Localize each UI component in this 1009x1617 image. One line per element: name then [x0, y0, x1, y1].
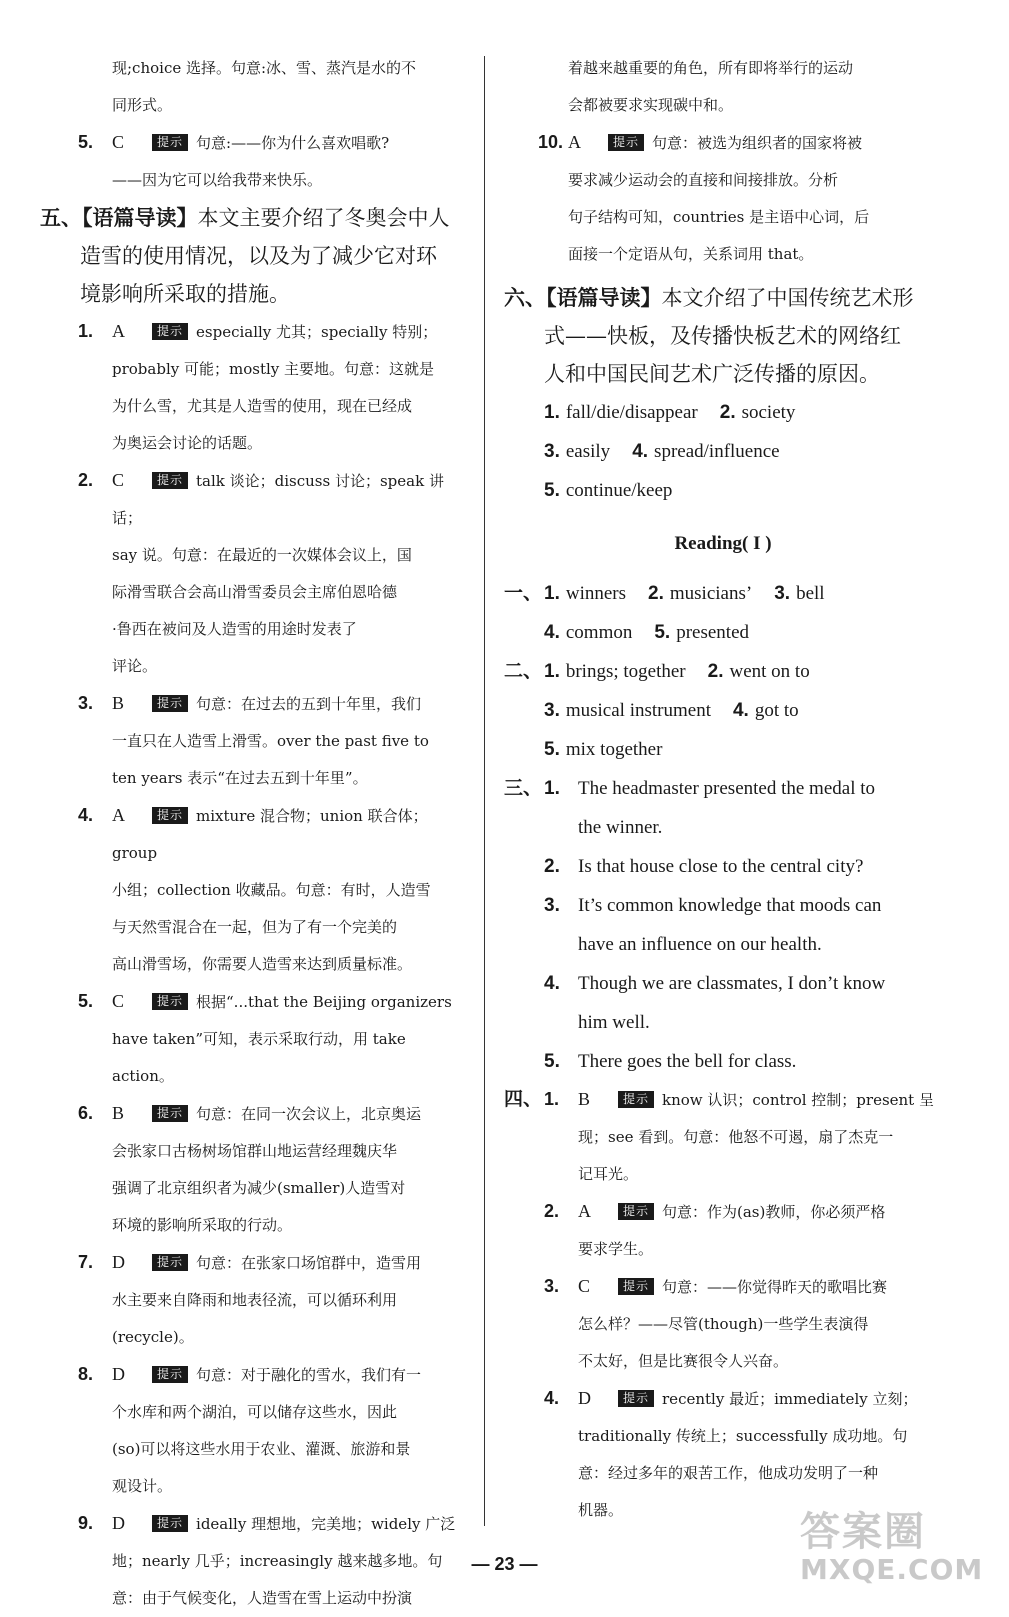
- item-answer: D: [112, 1513, 125, 1533]
- item-explanation: probably 可能；mostly 主要地。句意：这就是: [112, 360, 435, 378]
- item-explanation: 现；see 看到。句意：他怒不可遏，扇了杰克一: [578, 1128, 894, 1146]
- item-answer: A: [112, 321, 125, 341]
- item-number: 2.: [78, 470, 94, 490]
- tip-badge: 提示: [618, 1278, 654, 1295]
- answer-text: musicians’: [669, 583, 753, 604]
- item-first-line: [112, 1356, 472, 1394]
- item-explanation: talk 谈论；discuss 讨论；speak 讲话；: [112, 472, 444, 527]
- item-first-line: [112, 462, 472, 537]
- translation-sentence: [504, 1042, 942, 1081]
- tip-badge: 提示: [152, 993, 188, 1010]
- tip-badge: 提示: [152, 323, 188, 340]
- continued-text: 着越来越重要的角色，所有即将举行的运动 会都被要求实现碳中和。: [568, 59, 854, 114]
- sentence-number: 5.: [544, 1051, 560, 1072]
- item-first-line: [578, 1380, 942, 1418]
- answer-item: [40, 1244, 472, 1356]
- part-two-answers: [504, 652, 942, 769]
- item-explanation: 意：经过多年的艰苦工作，他成功发明了一种: [578, 1464, 879, 1482]
- section-five-items: [40, 313, 472, 1617]
- item-answer: A: [578, 1201, 591, 1221]
- tip-badge: 提示: [618, 1390, 654, 1407]
- item-number: 4.: [544, 1388, 560, 1408]
- answer-number: 2.: [648, 583, 664, 604]
- answer-text: got to: [754, 700, 799, 721]
- item-explanation: 环境的影响所采取的行动。: [112, 1216, 293, 1234]
- translation-sentence: [504, 769, 942, 847]
- item-first-line: [578, 1193, 942, 1231]
- item-explanation: 意：由于气候变化，人造雪在雪上运动中扮演: [112, 1589, 413, 1607]
- tip-badge: 提示: [152, 134, 188, 151]
- answer-item: [504, 1268, 942, 1380]
- item-explanation: know 认识；control 控制；present 呈: [662, 1091, 934, 1109]
- answer-text: easily: [565, 441, 611, 462]
- item-explanation: 小组；collection 收藏品。句意：有时，人造雪: [112, 881, 431, 899]
- answer-text: winners: [565, 583, 627, 604]
- answer-number: 4.: [544, 622, 560, 643]
- answer-item: [40, 1356, 472, 1505]
- sentence-text: The headmaster presented the medal to: [578, 778, 876, 799]
- item-explanation: (recycle)。: [112, 1328, 194, 1346]
- item-answer: B: [112, 693, 125, 713]
- tip-badge: 提示: [618, 1091, 654, 1108]
- answer-item: [40, 1095, 472, 1244]
- sentence-text: It’s common knowledge that moods can: [578, 895, 882, 916]
- answer-row: [504, 574, 942, 613]
- item-number: 3.: [544, 1276, 560, 1296]
- item-explanation: 水主要来自降雨和地表径流，可以循环利用: [112, 1291, 398, 1309]
- item-first-line: [112, 1095, 472, 1133]
- item-answer: D: [112, 1364, 125, 1384]
- item-number: 3.: [78, 693, 94, 713]
- item-answer: B: [112, 1103, 125, 1123]
- section-prefix: 二、: [504, 660, 543, 682]
- item-explanation: 句意：在张家口场馆群中，造雪用: [196, 1254, 422, 1272]
- answer-number: 5.: [654, 622, 671, 643]
- item-explanation: recently 最近；immediately 立刻；: [662, 1390, 918, 1408]
- item-explanation: have taken”可知，表示采取行动，用 take: [112, 1030, 406, 1048]
- tip-badge: 提示: [618, 1203, 654, 1220]
- section-prefix: 三、: [504, 777, 543, 799]
- answer-text: mix together: [565, 739, 663, 760]
- item-explanation: 地；nearly 几乎；increasingly 越来越多地。句: [112, 1552, 443, 1570]
- item-number: 5.: [78, 991, 94, 1011]
- item-explanation: ten years 表示“在过去五到十年里”。: [112, 769, 368, 787]
- item-number: 6.: [78, 1103, 94, 1123]
- answer-item: [40, 797, 472, 983]
- sentence-text: Is that house close to the central city?: [578, 856, 864, 877]
- section-five-header: 五、【语篇导读】本文主要介绍了冬奥会中人 造雪的使用情况，以及为了减少它对环 境影响所采取的措施。: [40, 206, 450, 306]
- sentence-number: 3.: [544, 895, 560, 916]
- item-number: 7.: [78, 1252, 94, 1272]
- item-explanation: traditionally 传统上；successfully 成功地。句: [578, 1427, 908, 1445]
- answer-number: 5.: [544, 739, 560, 760]
- answer-number: 1.: [544, 583, 560, 604]
- answer-row: [504, 730, 942, 769]
- item-number: 2.: [544, 1201, 560, 1221]
- sentence-text: the winner.: [578, 817, 663, 838]
- translation-sentence: [504, 964, 942, 1042]
- answer-row: [504, 652, 942, 691]
- item-explanation: 句意：——你觉得昨天的歌唱比赛: [662, 1278, 888, 1296]
- item-explanation: (so)可以将这些水用于农业、灌溉、旅游和景: [112, 1440, 411, 1458]
- part-one-answers: [504, 574, 942, 652]
- answer-text: continue/keep: [565, 480, 673, 501]
- item-first-line: [578, 1081, 942, 1119]
- column-divider: [484, 56, 485, 1526]
- item-explanation: 为什么雪，尤其是人造雪的使用，现在已经成: [112, 397, 413, 415]
- item-answer: A: [112, 805, 125, 825]
- answer-item: [40, 462, 472, 685]
- answer-text: presented: [676, 622, 750, 643]
- answer-text: common: [565, 622, 633, 643]
- section-six-header: 六、【语篇导读】本文介绍了中国传统艺术形 式——快板，及传播快板艺术的网络红 人和中国民间艺术广泛传播的原因。: [504, 286, 914, 386]
- page-number: — 23 —: [471, 1554, 538, 1574]
- item-number: 1.: [78, 321, 94, 341]
- item-explanation: 句意：对于融化的雪水，我们有一: [196, 1366, 422, 1384]
- answer-item: [40, 983, 472, 1095]
- answer-item: [40, 685, 472, 797]
- item-explanation: 与天然雪混合在一起，但为了有一个完美的: [112, 918, 398, 936]
- item-explanation: 怎么样？——尽管(though)一些学生表演得: [578, 1315, 869, 1333]
- answer-row: [504, 613, 942, 652]
- tip-badge: 提示: [152, 807, 188, 824]
- tip-badge: 提示: [152, 1366, 188, 1383]
- answer-text: society: [741, 402, 796, 423]
- item-answer: C: [578, 1276, 591, 1296]
- item-answer: D: [112, 1252, 125, 1272]
- answer-text: brings; together: [565, 661, 686, 682]
- reading-heading: Reading( I ): [674, 533, 772, 554]
- answer-text: spread/influence: [654, 441, 780, 462]
- tip-badge: 提示: [152, 1515, 188, 1532]
- left-column: [40, 50, 472, 1617]
- sentence-text: There goes the bell for class.: [578, 1051, 797, 1072]
- part-four-answers: [504, 1081, 942, 1529]
- item-number: 9.: [78, 1513, 94, 1533]
- item-explanation: 不太好，但是比赛很令人兴奋。: [578, 1352, 789, 1370]
- item-explanation: 机器。: [578, 1501, 624, 1519]
- watermark-logo: 答案圈 MXQE.COM: [800, 1509, 984, 1586]
- item-answer: C: [112, 991, 125, 1011]
- answer-text: fall/die/disappear: [565, 402, 698, 423]
- translation-sentence: [504, 847, 942, 886]
- item-explanation: 根据“...that the Beijing organizers: [196, 993, 452, 1011]
- item-explanation: 高山滑雪场，你需要人造雪来达到质量标准。: [112, 955, 413, 973]
- item-number: 1.: [544, 1089, 560, 1109]
- answer-number: 4.: [632, 441, 649, 462]
- item-answer: D: [578, 1388, 591, 1408]
- answer-item: [40, 313, 472, 462]
- right-column: [504, 50, 942, 1529]
- sentence-number: 2.: [544, 856, 560, 877]
- sentence-text: him well.: [578, 1012, 650, 1033]
- answer-text: musical instrument: [565, 700, 711, 721]
- item-number: 4.: [78, 805, 94, 825]
- sentence-text: have an influence on our health.: [578, 934, 822, 955]
- sentence-text: Though we are classmates, I don’t know: [578, 973, 886, 994]
- item-first-line: [112, 797, 472, 872]
- answer-number: 5.: [544, 480, 560, 501]
- item-explanation: say 说。句意：在最近的一次媒体会议上，国: [112, 546, 412, 564]
- tip-badge: 提示: [152, 1105, 188, 1122]
- section-six-answers: [504, 393, 942, 510]
- part-three-answers: [504, 769, 942, 1081]
- section-prefix: 一、: [504, 582, 543, 604]
- item-first-line: [112, 685, 472, 723]
- sentence-number: 1.: [544, 778, 560, 799]
- item-first-line: [112, 983, 472, 1021]
- item-explanation: mixture 混合物；union 联合体；group: [112, 807, 428, 862]
- section-prefix: 四、: [504, 1088, 543, 1110]
- item-explanation: 评论。: [112, 657, 158, 675]
- item-explanation: 句意：在过去的五到十年里，我们: [196, 695, 422, 713]
- continued-text: 现;choice 选择。句意:冰、雪、蒸汽是水的不 同形式。: [112, 59, 417, 114]
- answer-text: went on to: [729, 661, 810, 682]
- answer-item: [504, 1081, 942, 1193]
- answer-item: [504, 1193, 942, 1268]
- answer-number: 3.: [544, 700, 560, 721]
- item-first-line: [112, 313, 472, 351]
- translation-sentence: [504, 886, 942, 964]
- item-first-line: [112, 1244, 472, 1282]
- answer-row: [504, 691, 942, 730]
- answer-number: 1.: [544, 661, 560, 682]
- item-explanation: especially 尤其；specially 特别；: [196, 323, 438, 341]
- item-number: 8.: [78, 1364, 94, 1384]
- item-explanation: action。: [112, 1067, 174, 1085]
- tip-badge: 提示: [152, 1254, 188, 1271]
- item-explanation: 要求学生。: [578, 1240, 654, 1258]
- answer-number: 3.: [774, 583, 791, 604]
- answer-row: [504, 432, 942, 471]
- item-explanation: 个水库和两个湖泊，可以储存这些水，因此: [112, 1403, 398, 1421]
- item-explanation: 际滑雪联合会高山滑雪委员会主席伯恩哈德: [112, 583, 398, 601]
- answer-row: [504, 471, 942, 510]
- item-explanation: ·鲁西在被问及人造雪的用途时发表了: [112, 620, 357, 638]
- item-explanation: ideally 理想地，完美地；widely 广泛: [196, 1515, 456, 1533]
- item-explanation: 观设计。: [112, 1477, 173, 1495]
- item-explanation: 一直只在人造雪上滑雪。over the past five to: [112, 732, 429, 750]
- tip-badge: 提示: [608, 134, 644, 151]
- answer-row: [504, 393, 942, 432]
- item-explanation: 强调了北京组织者为减少(smaller)人造雪对: [112, 1179, 406, 1197]
- sentence-number: 4.: [544, 973, 560, 994]
- item-first-line: [578, 1268, 942, 1306]
- item-explanation: 会张家口古杨树场馆群山地运营经理魏庆华: [112, 1142, 398, 1160]
- answer-item-10: 10. A 提示 句意：被选为组织者的国家将被 要求减少运动会的直接和间接排放。分析 句子结构可知，countries 是主语中心词，后 面接一个定语从句，关系词用 that。: [538, 132, 870, 263]
- item-explanation: 为奥运会讨论的话题。: [112, 434, 263, 452]
- item-answer: C: [112, 470, 125, 490]
- answer-item-5-prev: 5. C 提示 句意:——你为什么喜欢唱歌? ——因为它可以给我带来快乐。: [78, 132, 390, 189]
- item-explanation: 句意：作为(as)教师，你必须严格: [662, 1203, 886, 1221]
- answer-number: 1.: [544, 402, 560, 423]
- item-answer: B: [578, 1089, 591, 1109]
- answer-number: 3.: [544, 441, 560, 462]
- item-explanation: 记耳光。: [578, 1165, 639, 1183]
- answer-number: 2.: [707, 661, 724, 682]
- answer-number: 2.: [719, 402, 736, 423]
- answer-number: 4.: [732, 700, 749, 721]
- item-first-line: [112, 1505, 472, 1543]
- tip-badge: 提示: [152, 472, 188, 489]
- item-explanation: 句意：在同一次会议上，北京奥运: [196, 1105, 422, 1123]
- answer-text: bell: [796, 583, 825, 604]
- tip-badge: 提示: [152, 695, 188, 712]
